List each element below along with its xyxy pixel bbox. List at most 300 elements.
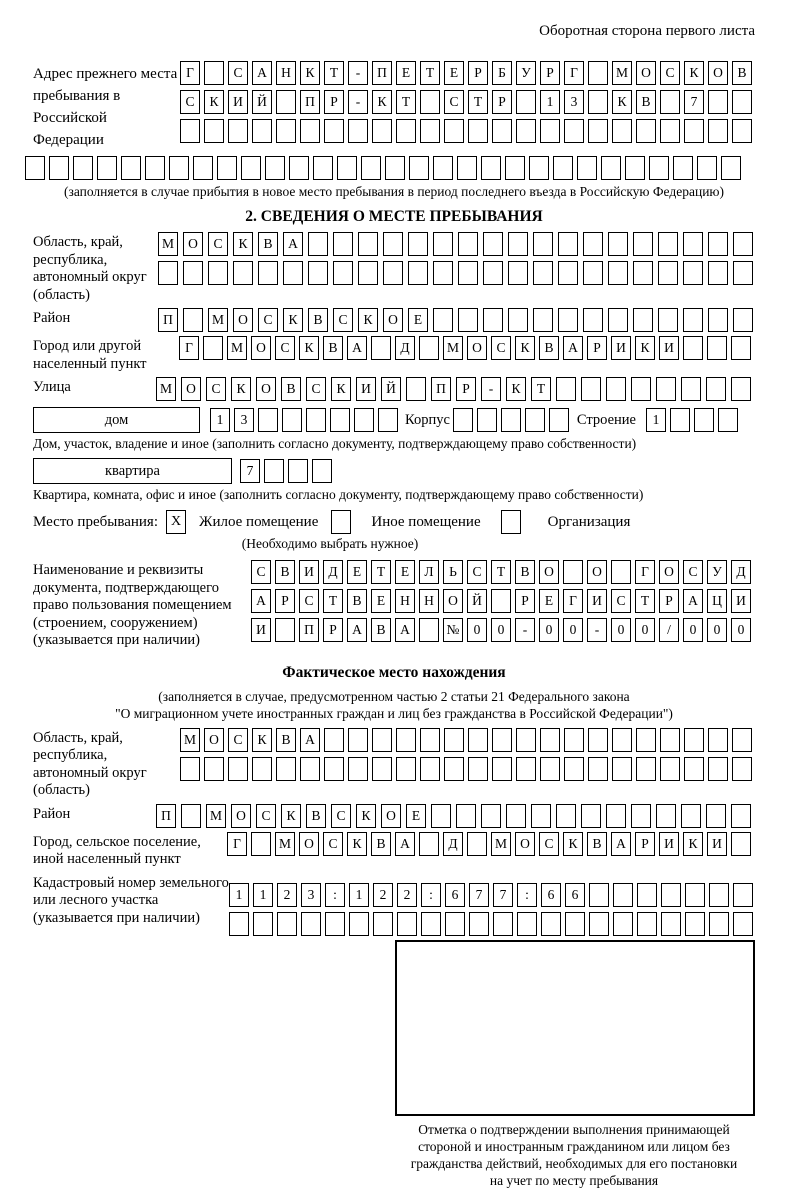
- district-field: [33, 308, 755, 332]
- char-box: [656, 377, 676, 401]
- actual-region-row-1: [180, 728, 752, 752]
- char-box: О: [587, 560, 607, 584]
- char-box: П: [158, 308, 178, 332]
- char-box: 3: [234, 408, 254, 432]
- char-box: Р: [275, 589, 295, 613]
- char-box: [660, 728, 680, 752]
- char-box: [611, 560, 631, 584]
- char-box: Д: [731, 560, 751, 584]
- char-box: №: [443, 618, 463, 642]
- char-box: М: [156, 377, 176, 401]
- char-box: В: [347, 589, 367, 613]
- char-box: К: [283, 308, 303, 332]
- char-box: [180, 757, 200, 781]
- char-box: [581, 377, 601, 401]
- char-box: [283, 261, 303, 285]
- char-box: [588, 90, 608, 114]
- organization-label: Организация: [547, 513, 631, 530]
- char-box: [564, 119, 584, 143]
- char-box: [708, 757, 728, 781]
- char-box: М: [275, 832, 295, 856]
- apartment-row: [33, 458, 755, 484]
- char-box: [458, 232, 478, 256]
- char-box: У: [516, 61, 536, 85]
- char-box: [684, 728, 704, 752]
- char-box: 1: [349, 883, 369, 907]
- char-box: 0: [611, 618, 631, 642]
- char-box: [706, 804, 726, 828]
- char-box: Г: [635, 560, 655, 584]
- char-box: О: [204, 728, 224, 752]
- char-box: Е: [396, 61, 416, 85]
- char-box: [229, 912, 249, 936]
- char-box: [613, 883, 633, 907]
- section3-subtitle-line2: "О миграционном учете иностранных граждан и лиц без гражданства в Российской Федерации"): [115, 705, 673, 721]
- char-box: В: [539, 336, 559, 360]
- char-box: Ь: [443, 560, 463, 584]
- char-box: [325, 912, 345, 936]
- char-box: [531, 804, 551, 828]
- other-premises-label: Иное помещение: [371, 513, 481, 530]
- char-box: [324, 757, 344, 781]
- char-box: [358, 232, 378, 256]
- char-box: [558, 261, 578, 285]
- char-box: С: [258, 308, 278, 332]
- char-box: Е: [395, 560, 415, 584]
- char-box: [468, 728, 488, 752]
- char-box: Р: [456, 377, 476, 401]
- char-box: [731, 804, 751, 828]
- char-box: [419, 336, 439, 360]
- char-box: [419, 832, 439, 856]
- char-box: В: [636, 90, 656, 114]
- street-row: [156, 377, 751, 401]
- char-box: [541, 912, 561, 936]
- char-box: М: [612, 61, 632, 85]
- char-box: [300, 757, 320, 781]
- char-box: [308, 232, 328, 256]
- district-row: [158, 308, 753, 332]
- char-box: [253, 912, 273, 936]
- char-box: 3: [564, 90, 584, 114]
- char-box: Р: [492, 90, 512, 114]
- residential-label: Жилое помещение: [199, 513, 319, 530]
- char-box: [444, 757, 464, 781]
- char-box: [637, 883, 657, 907]
- char-box: [658, 308, 678, 332]
- char-box: И: [707, 832, 727, 856]
- char-box: [372, 728, 392, 752]
- char-box: К: [684, 61, 704, 85]
- char-box: В: [371, 832, 391, 856]
- previous-address-rows: [180, 61, 752, 143]
- char-box: Р: [635, 832, 655, 856]
- char-box: [733, 232, 753, 256]
- char-box: [553, 156, 573, 180]
- char-box: К: [331, 377, 351, 401]
- char-box: И: [659, 336, 679, 360]
- char-box: В: [732, 61, 752, 85]
- char-box: [733, 883, 753, 907]
- char-box: [276, 757, 296, 781]
- char-box: О: [381, 804, 401, 828]
- char-box: 7: [240, 459, 260, 483]
- char-box: [252, 119, 272, 143]
- previous-address-row-4: [25, 156, 755, 180]
- char-box: [673, 156, 693, 180]
- char-box: [660, 119, 680, 143]
- char-box: [733, 308, 753, 332]
- char-box: [358, 261, 378, 285]
- char-box: [481, 804, 501, 828]
- char-box: [228, 119, 248, 143]
- char-box: [709, 912, 729, 936]
- char-box: [508, 261, 528, 285]
- char-box: 6: [445, 883, 465, 907]
- char-box: [540, 757, 560, 781]
- char-box: С: [323, 832, 343, 856]
- actual-city-field: [33, 832, 755, 869]
- char-box: С: [228, 61, 248, 85]
- char-box: И: [228, 90, 248, 114]
- document-label: Наименование и реквизиты документа, подтверждающего право пользования помещением (строением, сооружением) (указывается при наличии): [33, 562, 232, 648]
- char-box: [433, 261, 453, 285]
- char-box: [275, 618, 295, 642]
- char-box: К: [683, 832, 703, 856]
- char-box: Т: [396, 90, 416, 114]
- char-box: 0: [707, 618, 727, 642]
- char-box: А: [252, 61, 272, 85]
- char-box: [265, 156, 285, 180]
- char-box: И: [299, 560, 319, 584]
- char-box: С: [251, 560, 271, 584]
- char-box: [233, 261, 253, 285]
- char-box: [558, 232, 578, 256]
- char-box: [709, 883, 729, 907]
- char-box: [601, 156, 621, 180]
- char-box: [588, 61, 608, 85]
- char-box: [467, 832, 487, 856]
- char-box: К: [358, 308, 378, 332]
- apartment-caption: Квартира, комната, офис и иное (заполнить согласно документу, подтверждающему право собственности): [33, 487, 644, 502]
- actual-district-row: [156, 804, 751, 828]
- char-box: [383, 232, 403, 256]
- previous-address-caption: (заполняется в случае прибытия в новое место пребывания в период последнего въезда в Российскую Федерацию): [63, 184, 725, 199]
- actual-district-label: Район: [33, 805, 71, 822]
- city-label: Город или другой населенный пункт: [33, 338, 147, 372]
- char-box: Р: [323, 618, 343, 642]
- stay-place-row: [33, 510, 755, 534]
- other-premises-checkbox: [331, 510, 351, 534]
- char-box: [204, 757, 224, 781]
- city-field: [33, 336, 755, 373]
- street-label: Улица: [33, 379, 71, 395]
- char-box: 1: [540, 90, 560, 114]
- district-label: Район: [33, 310, 71, 326]
- char-box: [613, 912, 633, 936]
- stay-place-label: Место пребывания:: [33, 513, 158, 530]
- char-box: 0: [683, 618, 703, 642]
- house-row: [33, 407, 755, 433]
- char-box: И: [731, 589, 751, 613]
- char-box: Р: [540, 61, 560, 85]
- region-row-1: [158, 232, 753, 256]
- char-box: С: [444, 90, 464, 114]
- region-label: Область, край, республика, автономный округ (область): [33, 234, 147, 303]
- char-box: [608, 232, 628, 256]
- char-box: [421, 912, 441, 936]
- char-box: [348, 757, 368, 781]
- char-box: [636, 119, 656, 143]
- char-box: И: [251, 618, 271, 642]
- cadastral-row-1: [229, 883, 753, 907]
- char-box: [348, 728, 368, 752]
- actual-district-field: [33, 804, 755, 828]
- char-box: [685, 912, 705, 936]
- korpus-label: Корпус: [405, 411, 450, 428]
- char-box: [483, 232, 503, 256]
- char-box: С: [331, 804, 351, 828]
- char-box: [306, 408, 326, 432]
- document-row-1: [251, 560, 751, 584]
- char-box: [228, 757, 248, 781]
- char-box: А: [283, 232, 303, 256]
- char-box: [217, 156, 237, 180]
- section3-title: Фактическое место нахождения: [282, 663, 506, 681]
- char-box: [508, 308, 528, 332]
- char-box: [458, 261, 478, 285]
- char-box: С: [206, 377, 226, 401]
- char-box: С: [180, 90, 200, 114]
- char-box: [683, 261, 703, 285]
- char-box: 0: [491, 618, 511, 642]
- stroenie-label: Строение: [576, 411, 636, 428]
- char-box: [396, 757, 416, 781]
- char-box: [193, 156, 213, 180]
- char-box: А: [563, 336, 583, 360]
- char-box: [483, 308, 503, 332]
- char-box: [608, 308, 628, 332]
- char-box: [121, 156, 141, 180]
- char-box: [300, 119, 320, 143]
- char-box: [373, 912, 393, 936]
- char-box: [708, 232, 728, 256]
- char-box: [684, 757, 704, 781]
- char-box: [558, 308, 578, 332]
- char-box: [529, 156, 549, 180]
- char-box: Е: [408, 308, 428, 332]
- stay-place-note: (Необходимо выбрать нужное): [241, 536, 419, 551]
- char-box: В: [515, 560, 535, 584]
- char-box: [383, 261, 403, 285]
- char-box: К: [204, 90, 224, 114]
- char-box: И: [356, 377, 376, 401]
- char-box: С: [333, 308, 353, 332]
- char-box: [180, 119, 200, 143]
- char-box: 7: [469, 883, 489, 907]
- page-side-note: Оборотная сторона первого листа: [539, 23, 755, 39]
- char-box: [516, 90, 536, 114]
- char-box: [251, 832, 271, 856]
- char-box: В: [323, 336, 343, 360]
- char-box: Н: [395, 589, 415, 613]
- char-box: В: [308, 308, 328, 332]
- char-box: [264, 459, 284, 483]
- char-box: Р: [468, 61, 488, 85]
- char-box: [181, 804, 201, 828]
- char-box: -: [587, 618, 607, 642]
- char-box: -: [348, 61, 368, 85]
- char-box: [708, 261, 728, 285]
- char-box: О: [383, 308, 403, 332]
- char-box: С: [683, 560, 703, 584]
- char-box: Е: [347, 560, 367, 584]
- previous-address-row-1: [180, 61, 752, 85]
- char-box: [408, 232, 428, 256]
- char-box: [732, 119, 752, 143]
- char-box: [637, 912, 657, 936]
- char-box: [433, 156, 453, 180]
- char-box: [397, 912, 417, 936]
- char-box: [483, 261, 503, 285]
- char-box: [409, 156, 429, 180]
- char-box: А: [347, 618, 367, 642]
- char-box: П: [372, 61, 392, 85]
- char-box: [289, 156, 309, 180]
- section3-subtitle-line1: (заполняется в случае, предусмотренном частью 2 статьи 21 Федерального закона: [158, 688, 630, 704]
- char-box: [372, 757, 392, 781]
- char-box: [633, 261, 653, 285]
- char-box: [588, 119, 608, 143]
- char-box: М: [180, 728, 200, 752]
- char-box: [612, 728, 632, 752]
- char-box: [533, 232, 553, 256]
- char-box: [564, 757, 584, 781]
- char-box: [556, 377, 576, 401]
- char-box: [313, 156, 333, 180]
- char-box: Д: [323, 560, 343, 584]
- char-box: [419, 618, 439, 642]
- char-box: [258, 261, 278, 285]
- document-rows: [251, 560, 751, 642]
- char-box: О: [231, 804, 251, 828]
- char-box: [581, 804, 601, 828]
- char-box: [694, 408, 714, 432]
- char-box: [658, 232, 678, 256]
- confirmation-caption: Отметка о подтверждении выполнения принимающей стороной и иностранным гражданином или лицом без гражданства действий, необходимых для его постановки на учет по месту пребывания: [410, 1121, 738, 1188]
- char-box: [583, 261, 603, 285]
- char-box: :: [325, 883, 345, 907]
- char-box: 0: [731, 618, 751, 642]
- char-box: Г: [227, 832, 247, 856]
- char-box: [385, 156, 405, 180]
- char-box: [517, 912, 537, 936]
- char-box: С: [467, 560, 487, 584]
- char-box: [333, 232, 353, 256]
- char-box: К: [300, 61, 320, 85]
- char-box: К: [372, 90, 392, 114]
- char-box: Д: [443, 832, 463, 856]
- char-box: [708, 119, 728, 143]
- char-box: [378, 408, 398, 432]
- char-box: [708, 728, 728, 752]
- char-box: [457, 156, 477, 180]
- char-box: [330, 408, 350, 432]
- char-box: Б: [492, 61, 512, 85]
- char-box: К: [356, 804, 376, 828]
- region-row-2: [158, 261, 753, 285]
- char-box: [649, 156, 669, 180]
- char-box: В: [276, 728, 296, 752]
- char-box: М: [206, 804, 226, 828]
- char-box: В: [281, 377, 301, 401]
- char-box: [349, 912, 369, 936]
- char-box: Й: [252, 90, 272, 114]
- stroenie-cells: [646, 408, 738, 432]
- char-box: 3: [301, 883, 321, 907]
- char-box: [564, 728, 584, 752]
- char-box: М: [227, 336, 247, 360]
- char-box: [658, 261, 678, 285]
- char-box: С: [256, 804, 276, 828]
- section3-subtitle: [33, 688, 755, 722]
- char-box: И: [587, 589, 607, 613]
- char-box: 1: [646, 408, 666, 432]
- char-box: Р: [659, 589, 679, 613]
- char-box: [492, 728, 512, 752]
- char-box: О: [636, 61, 656, 85]
- char-box: И: [611, 336, 631, 360]
- char-box: [733, 912, 753, 936]
- char-box: О: [659, 560, 679, 584]
- previous-address-row-3: [180, 119, 752, 143]
- char-box: [533, 261, 553, 285]
- char-box: Р: [515, 589, 535, 613]
- apartment-type-box: квартира: [33, 458, 232, 484]
- char-box: [458, 308, 478, 332]
- cadastral-row-2: [229, 912, 753, 936]
- char-box: М: [491, 832, 511, 856]
- char-box: Ц: [707, 589, 727, 613]
- char-box: [577, 156, 597, 180]
- char-box: [288, 459, 308, 483]
- char-box: [631, 377, 651, 401]
- char-box: [501, 408, 521, 432]
- char-box: У: [707, 560, 727, 584]
- char-box: С: [611, 589, 631, 613]
- char-box: [631, 804, 651, 828]
- char-box: [549, 408, 569, 432]
- char-box: [708, 308, 728, 332]
- char-box: А: [395, 832, 415, 856]
- char-box: [371, 336, 391, 360]
- char-box: [685, 883, 705, 907]
- char-box: [731, 377, 751, 401]
- char-box: [684, 119, 704, 143]
- char-box: [481, 156, 501, 180]
- char-box: [276, 90, 296, 114]
- char-box: Т: [491, 560, 511, 584]
- char-box: [656, 804, 676, 828]
- char-box: [633, 308, 653, 332]
- char-box: К: [635, 336, 655, 360]
- char-box: [697, 156, 717, 180]
- char-box: [505, 156, 525, 180]
- char-box: [361, 156, 381, 180]
- char-box: 7: [493, 883, 513, 907]
- char-box: [456, 804, 476, 828]
- char-box: 6: [565, 883, 585, 907]
